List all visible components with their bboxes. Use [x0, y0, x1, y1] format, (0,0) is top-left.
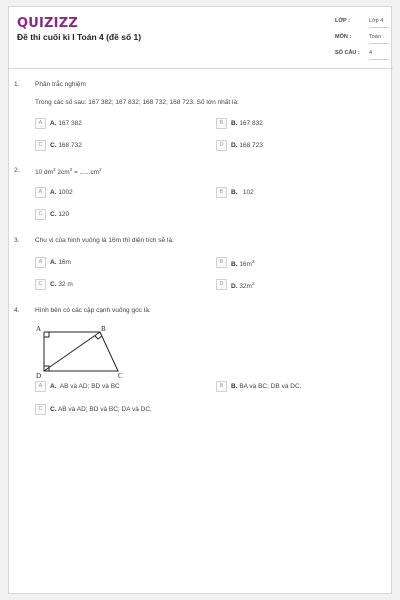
meta-subject-value: Toán: [369, 34, 389, 44]
option-letter-box: C: [35, 404, 46, 415]
option-letter-box: B: [216, 381, 227, 392]
option-letter-box: A: [35, 257, 46, 268]
meta-count-label: SỐ CÂU :: [335, 50, 360, 56]
question-2-text: 10 $dm^2$ $2cm^2 = ......cm^2$: [35, 167, 102, 177]
option-letter-box: C: [35, 209, 46, 220]
meta-count-value: 4: [369, 50, 389, 60]
option-letter-box: A: [35, 118, 46, 129]
right-angle-mark-a: [44, 332, 49, 337]
right-trapezoid-figure: [35, 323, 131, 379]
question-1-text: Trong các số sau: 167 382; 167 832; 168 732; 168 723. Số lớn nhất là:: [35, 99, 239, 106]
question-4-number: 4.: [14, 307, 20, 314]
option-letter-box: D: [216, 279, 227, 290]
vertex-label-c: C: [118, 372, 123, 379]
option-letter-box: B: [216, 257, 227, 268]
question-4-text: Hình bên có các cặp cạnh vuông góc là:: [35, 307, 151, 314]
quizizz-logo: QUIZIZZ: [17, 16, 78, 31]
option-letter-box: D: [216, 140, 227, 151]
option-letter-box: C: [35, 140, 46, 151]
meta-count: [335, 47, 389, 61]
diagonal-bd: [44, 332, 100, 371]
question-1-number: 1.: [14, 81, 20, 88]
meta-subject-label: MÔN :: [335, 34, 352, 40]
meta-class-label: LỚP :: [335, 18, 350, 24]
option-letter-box: A: [35, 187, 46, 198]
meta-class: [335, 15, 389, 29]
meta-class-value: Lớp 4: [369, 18, 389, 28]
meta-subject: [335, 31, 389, 45]
question-2-number: 2.: [14, 167, 20, 174]
vertex-label-a: A: [36, 325, 42, 333]
question-1-heading: Phần trắc nghiệm: [35, 81, 86, 88]
option-letter-box: A: [35, 381, 46, 392]
option-letter-box: C: [35, 279, 46, 290]
trapezoid-outline: [44, 332, 118, 371]
worksheet-page: QUIZIZZ Đề thi cuối kì I Toán 4 (đề số 1) LỚP : Lớp 4 MÔN : Toán SỐ CÂU : 4 1. Phần trắc nghiệm Trong các số sau: 167 382; 167 832; 168 732; 168 723. Số lớn nhất là: A A. 167 382 B B. 167 832 C C. 168 732 D D. 168 723 2. 10 $dm^2$ $2cm^2 = ......cm^2$ A A. 1002 B B. 102 C C. 120 3. Chu vi của hình vuông là 16m thì diện tích sẽ là: A A. 16m B B. $16m^2$ C C. 32 m D D. $32m^2$ 4. Hình bên có các cặp cạnh vuông góc là: A B C D A A. AB và AD; BD và BC B B. BA và BC; DB và DC. C C. AB và AD; BD và BC; DA và DC.: [8, 6, 392, 594]
worksheet-header: [9, 7, 393, 69]
question-3-number: 3.: [14, 237, 20, 244]
vertex-label-d: D: [36, 372, 42, 379]
question-3-text: Chu vi của hình vuông là 16m thì diện tích sẽ là:: [35, 237, 174, 244]
worksheet-title: Đề thi cuối kì I Toán 4 (đề số 1): [17, 32, 142, 42]
option-letter-box: B: [216, 118, 227, 129]
option-letter-box: B: [216, 187, 227, 198]
vertex-label-b: B: [101, 325, 106, 333]
right-angle-mark-b: [95, 336, 102, 339]
